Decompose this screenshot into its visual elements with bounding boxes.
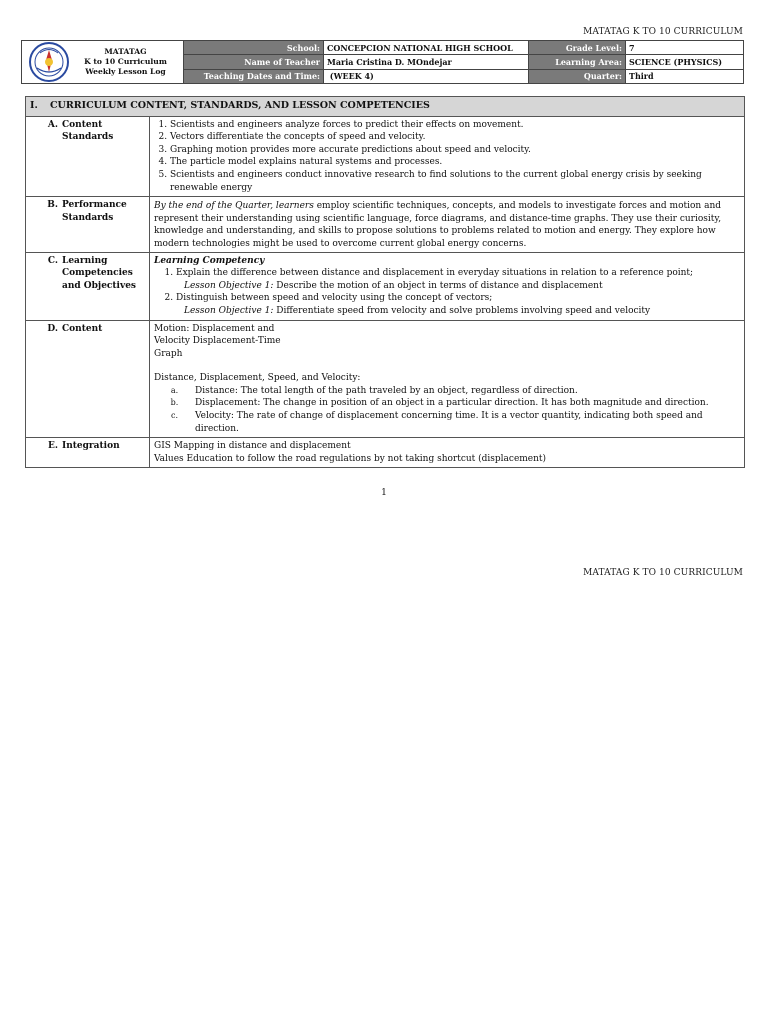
row-label: Learning Competencies and Objectives [62,255,136,291]
row-content-standards [26,116,745,197]
list-item [176,292,740,317]
dates-label: Teaching Dates and Time: [184,69,324,83]
row-label: Content Standards [62,119,114,143]
section-heading [26,97,745,117]
item-key: a. [170,385,179,395]
list-item [154,385,740,398]
row-competencies [26,252,745,320]
running-head: MATATAG K TO 10 CURRICULUM [583,568,743,578]
quarter-value: Third [626,69,744,83]
list-item: 1. Scientists and engineers analyze forces to predict their effects on movement. [170,119,740,132]
brand-line-2: K to 10 Curriculum [84,57,167,66]
item-text: Displacement: The change in position of an object in a particular direction. It has both magnitude and direction. [195,398,709,409]
deped-seal-icon [27,41,71,83]
teacher-label: Name of Teacher [184,55,324,69]
list-item [154,410,740,435]
row-letter: A. [47,119,58,130]
row-label: Performance Standards [62,200,127,223]
area-label: Learning Area: [529,55,626,69]
competency-text: Explain the difference between distance and displacement in everyday situations in relation to a reference point; [176,268,694,279]
item-key: b. [170,398,179,408]
objective-label: Lesson Objective 1: [184,280,274,291]
content-subhead: Distance, Displacement, Speed, and Velocity: [154,373,361,384]
page-number: 1 [381,488,387,498]
section-title: CURRICULUM CONTENT, STANDARDS, AND LESSON COMPETENCIES [50,100,430,111]
school-value: CONCEPCION NATIONAL HIGH SCHOOL [324,41,529,55]
list-item: 5. Scientists and engineers conduct innovative research to find solutions to the current global energy crisis by seeking renewable energy [170,169,740,194]
row-integration [26,438,745,468]
school-label: School: [184,41,324,55]
objective-text: Describe the motion of an object in terms of distance and displacement [273,280,603,291]
quarter-label: Quarter: [529,69,626,83]
content-line: Motion: Displacement and [154,323,275,334]
performance-lead: By the end of the Quarter, learners [154,201,314,212]
content-line: Graph [154,348,183,359]
row-content [26,320,745,438]
row-letter: C. [47,255,58,266]
row-label: Integration [62,441,120,452]
objective-text: Differentiate speed from velocity and solve problems involving speed and velocity [273,305,651,316]
row-performance-standards [26,197,745,252]
integration-line: GIS Mapping in distance and displacement [154,441,351,452]
lesson-log-header [21,40,743,84]
area-value: SCIENCE (PHYSICS) [626,55,744,69]
integration-line: Values Education to follow the road regulations by not taking shortcut (displacement) [154,453,547,464]
competency-text: Distinguish between speed and velocity using the concept of vectors; [176,293,493,304]
row-label: Content [62,323,103,334]
list-item: 3. Graphing motion provides more accurate predictions about speed and velocity. [170,144,740,157]
row-letter: B. [47,200,58,211]
logo-cell [22,41,184,84]
item-text: Distance: The total length of the path traveled by an object, regardless of direction. [195,385,578,396]
curriculum-table [25,96,745,468]
grade-value: 7 [626,41,744,55]
item-text: Velocity: The rate of change of displacement concerning time. It is a vector quantity, indicating both speed and direction. [195,411,703,434]
dates-value: (WEEK 4) [324,69,529,83]
running-head: MATATAG K TO 10 CURRICULUM [583,27,743,37]
brand-line-3: Weekly Lesson Log [85,67,166,76]
brand-line-1: MATATAG [104,47,147,56]
list-item [176,267,740,292]
list-item: 2. Vectors differentiate the concepts of speed and velocity. [170,131,740,144]
item-key: c. [170,411,179,421]
content-line: Velocity Displacement-Time [154,336,281,347]
teacher-value: Maria Cristina D. MOndejar [324,55,529,69]
row-letter: D. [47,323,58,334]
competency-heading: Learning Competency [154,255,265,266]
performance-body: employ scientific techniques, concepts, and models to investigate forces and motion and represent their understanding using scientific language, force diagrams, and distance-time graphs. They use their curiosity, knowledge and understanding, and skills to propose solutions to problems related to motion and energy. They explore how modern technologies might be used to overcome current global energy concerns. [154,201,722,249]
list-item [154,397,740,410]
list-item: 4. The particle model explains natural systems and processes. [170,156,740,169]
section-number: I. [30,100,38,111]
row-letter: E. [48,441,58,452]
objective-label: Lesson Objective 1: [184,305,274,316]
grade-label: Grade Level: [529,41,626,55]
